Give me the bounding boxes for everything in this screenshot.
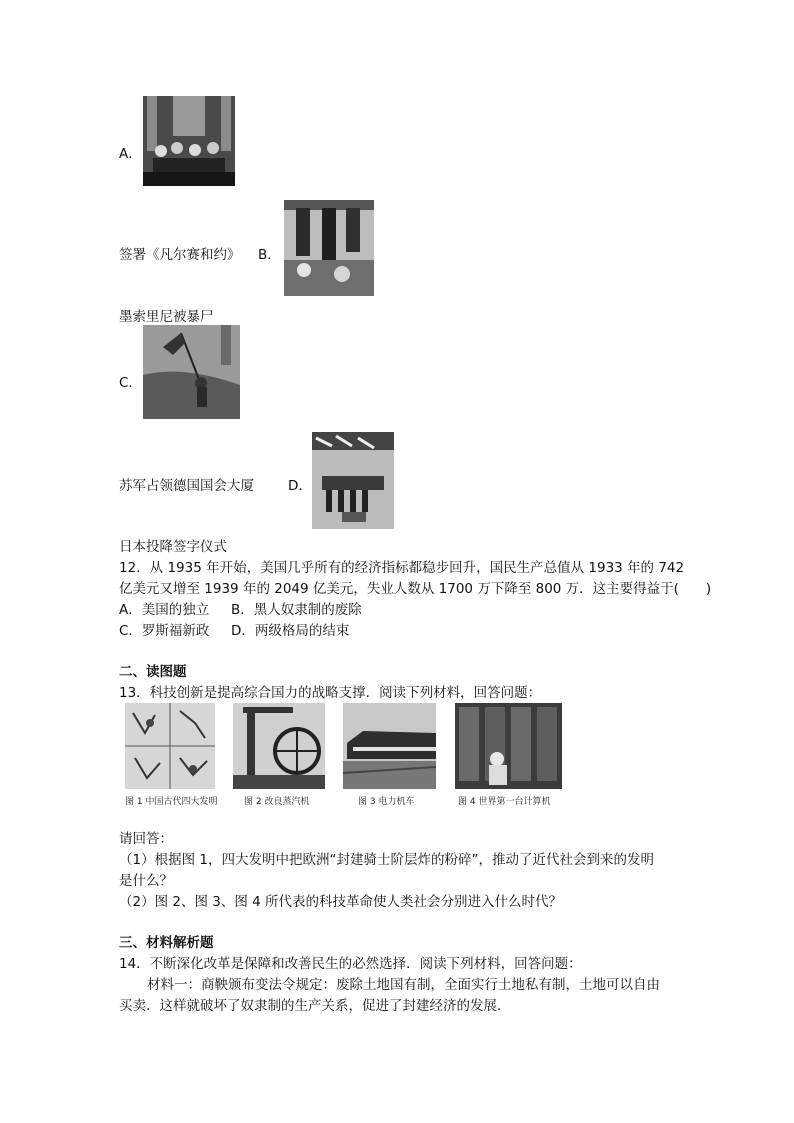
q12-option-c: C．罗斯福新政 <box>119 623 210 639</box>
option-d-caption: 日本投降签字仪式 <box>119 539 227 555</box>
answer-prompt: 请回答： <box>119 831 173 847</box>
photo-versailles-treaty <box>143 96 235 186</box>
figure4-first-computer <box>455 703 562 789</box>
option-a-caption: 签署《凡尔赛和约》 <box>119 247 241 263</box>
option-b-caption: 墨索里尼被暴尸 <box>119 309 214 325</box>
q13-stem: 13．科技创新是提高综合国力的战略支撑．阅读下列材料，回答问题： <box>119 685 542 701</box>
material1-line2: 买卖．这样就破坏了奴隶制的生产关系，促进了封建经济的发展． <box>119 998 511 1014</box>
material1-line1: 材料一：商鞅颁布变法令规定：废除土地国有制，全面实行土地私有制，土地可以自由 <box>147 977 660 993</box>
q12-line1: 12．从 1935 年开始，美国几乎所有的经济指标都稳步回升，国民生产总值从 1933 年的 742 <box>119 560 685 576</box>
q12-option-b: B．黑人奴隶制的废除 <box>231 602 362 618</box>
figure4-caption: 图 4 世界第一台计算机 <box>458 797 551 807</box>
q12-line2: 亿美元又增至 1939 年的 2049 亿美元，失业人数从 1700 万下降至 800 万．这主要得益于( ) <box>119 581 712 597</box>
section2-heading: 二、读图题 <box>119 664 187 680</box>
photo-japan-surrender <box>312 432 394 529</box>
figure3-caption: 图 3 电力机车 <box>358 797 415 807</box>
q13-sub2: （2）图 2、图 3、图 4 所代表的科技革命使人类社会分别进入什么时代？ <box>119 894 563 910</box>
option-d-letter: D． <box>288 478 312 494</box>
figure1-four-inventions <box>125 703 215 789</box>
photo-mussolini <box>284 200 374 296</box>
section3-heading: 三、材料解析题 <box>119 935 214 951</box>
photo-reichstag-flag <box>143 325 240 419</box>
figure2-steam-engine <box>233 703 325 789</box>
q14-stem: 14．不断深化改革是保障和改善民生的必然选择．阅读下列材料，回答问题： <box>119 956 582 972</box>
q12-option-a: A．美国的独立 <box>119 602 210 618</box>
option-c-caption: 苏军占领德国国会大厦 <box>119 478 254 494</box>
figure1-caption: 图 1 中国古代四大发明 <box>125 797 218 807</box>
q13-sub1-line1: （1）根据图 1，四大发明中把欧洲“封建骑士阶层炸的粉碎”，推动了近代社会到来的发明 <box>119 852 654 868</box>
q13-sub1-line2: 是什么？ <box>119 873 173 889</box>
option-a-letter: A． <box>119 146 142 162</box>
option-c-letter: C． <box>119 375 142 391</box>
figure2-caption: 图 2 改良蒸汽机 <box>244 797 310 807</box>
q12-option-d: D．两级格局的结束 <box>231 623 350 639</box>
option-b-letter: B． <box>258 247 281 263</box>
figure3-electric-locomotive <box>343 703 436 789</box>
